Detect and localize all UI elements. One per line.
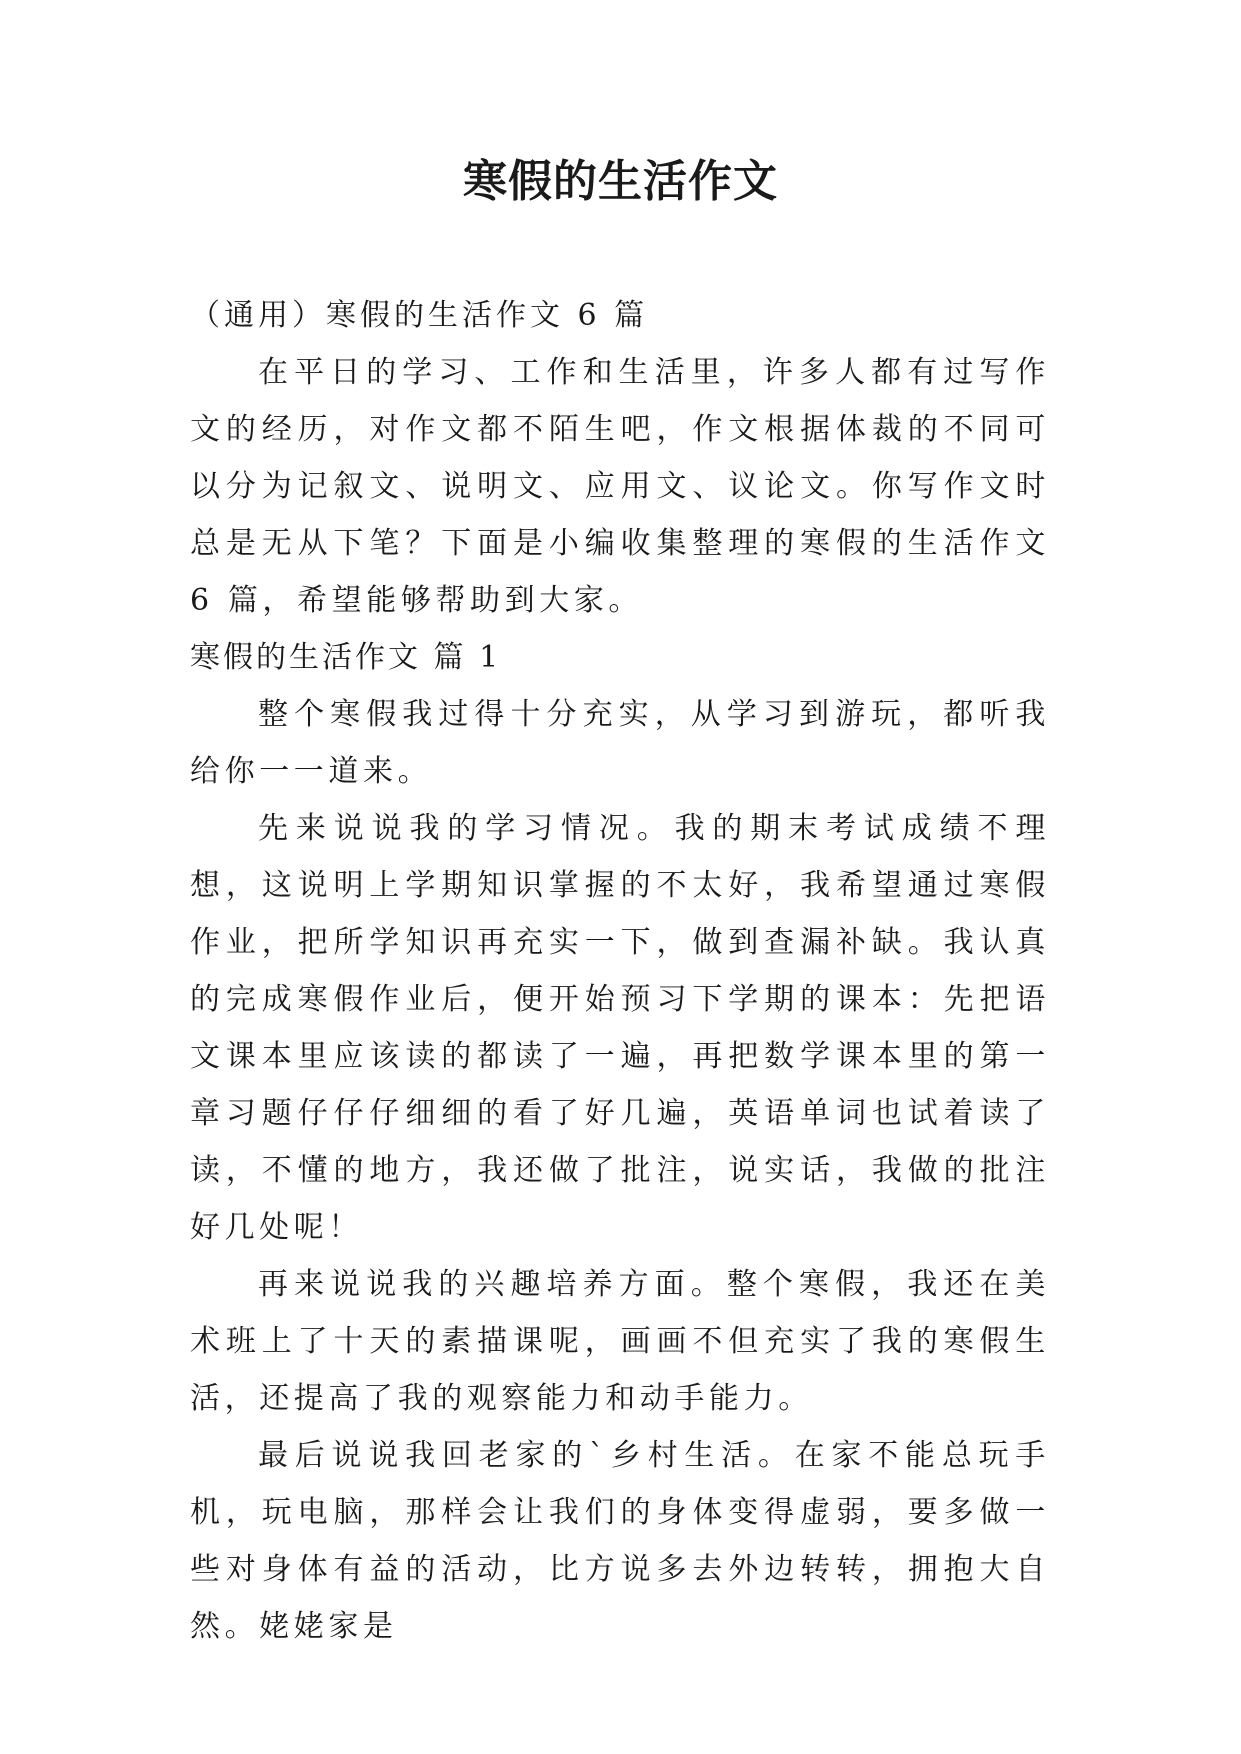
body-paragraph-3: 再来说说我的兴趣培养方面。整个寒假，我还在美术班上了十天的素描课呢，画画不但充实了我的寒假生活，还提高了我的观察能力和动手能力。 <box>190 1267 1050 1416</box>
document-title: 寒假的生活作文 <box>463 156 778 207</box>
body-paragraph-1: 整个寒假我过得十分充实，从学习到游玩，都听我给你一一道来。 <box>190 697 1050 789</box>
section-heading: 寒假的生活作文 篇 1 <box>190 640 502 675</box>
body-paragraph-4: 最后说说我回老家的`乡村生活。在家不能总玩手机，玩电脑，那样会让我们的身体变得虚弱，要多做一些对身体有益的活动，比方说多去外边转转，拥抱大自然。姥姥家是 <box>190 1438 1050 1644</box>
body-paragraph-2: 先来说说我的学习情况。我的期末考试成绩不理想，这说明上学期知识掌握的不太好，我希望通过寒假作业，把所学知识再充实一下，做到查漏补缺。我认真的完成寒假作业后，便开始预习下学期的课本：先把语文课本里应该读的都读了一遍，再把数学课本里的第一章习题仔仔仔细细的看了好几遍，英语单词也试着读了读，不懂的地方，我还做了批注，说实话，我做的批注好几处呢！ <box>190 811 1050 1245</box>
intro-paragraph: 在平日的学习、工作和生活里，许多人都有过写作文的经历，对作文都不陌生吧，作文根据体裁的不同可以分为记叙文、说明文、应用文、议论文。你写作文时总是无从下笔？下面是小编收集整理的寒假的生活作文 6 篇，希望能够帮助到大家。 <box>190 355 1050 618</box>
document-body <box>190 287 1050 1655</box>
document-subtitle: （通用）寒假的生活作文 6 篇 <box>190 298 649 333</box>
